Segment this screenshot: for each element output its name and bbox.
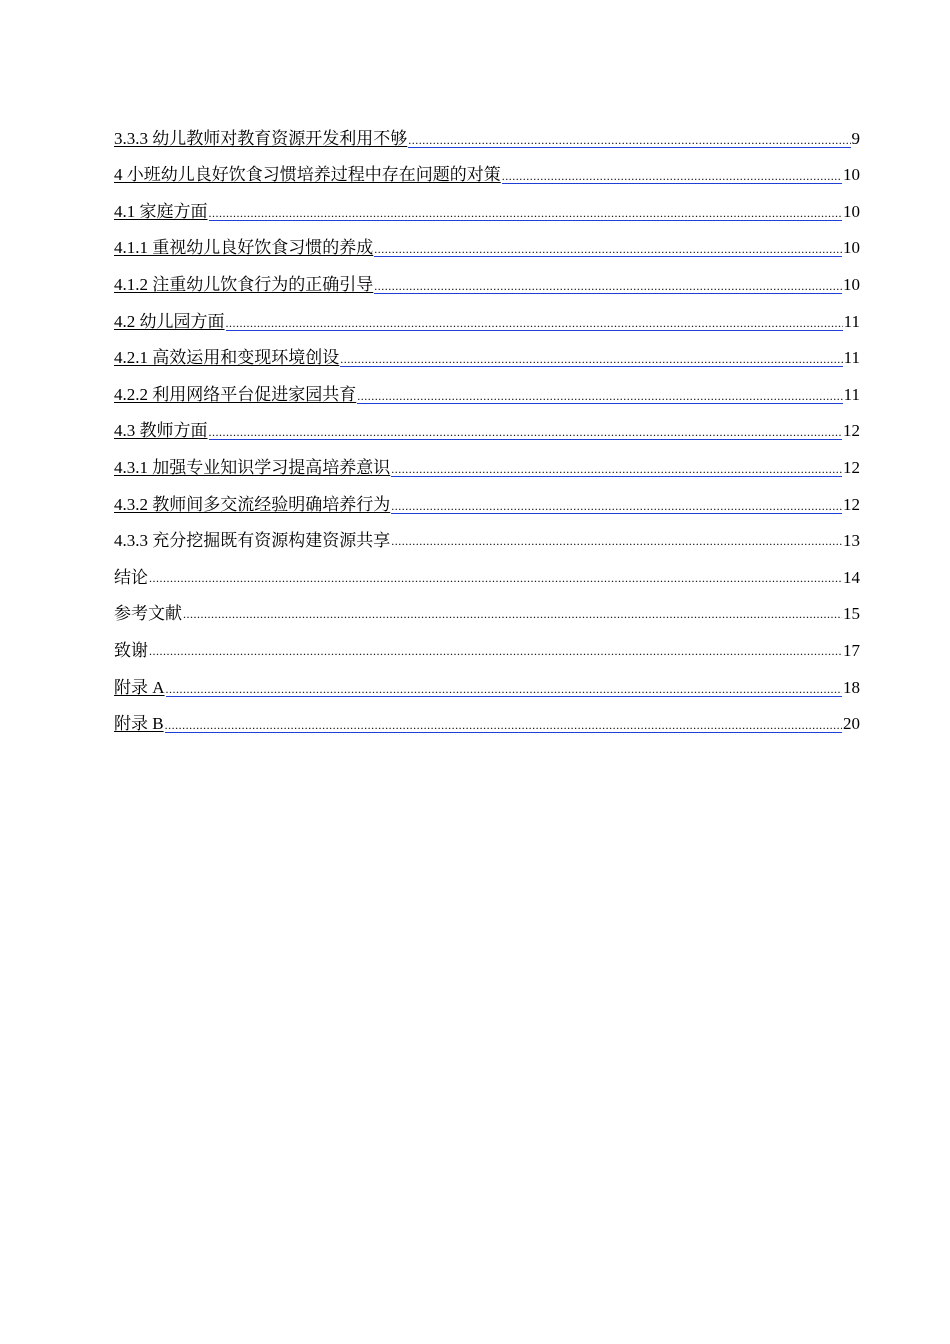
toc-entry-4-1[interactable]	[114, 185, 860, 222]
toc-entry-page-number: 10	[843, 274, 860, 294]
toc-entry-title: 结论	[114, 567, 148, 587]
toc-entry-3-3-3[interactable]	[114, 112, 860, 149]
toc-dot-leader	[391, 462, 842, 477]
toc-entry-title: 4.3.3 充分挖掘既有资源构建资源共享	[114, 531, 391, 551]
table-of-contents	[114, 112, 860, 734]
toc-entry-appendix-b[interactable]	[114, 698, 860, 735]
toc-entry-title: 附录 A	[114, 677, 165, 697]
toc-entry-title: 4.2.1 高效运用和变现环境创设	[114, 348, 340, 368]
toc-entry-page-number: 18	[843, 677, 860, 697]
toc-entry-title: 3.3.3 幼儿教师对教育资源开发利用不够	[114, 128, 408, 148]
toc-entry-title: 4.1 家庭方面	[114, 201, 208, 221]
toc-entry-title: 4 小班幼儿良好饮食习惯培养过程中存在问题的对策	[114, 165, 501, 185]
toc-entry-title: 致谢	[114, 640, 148, 660]
toc-entry-page-number: 12	[843, 457, 860, 477]
toc-entry-page-number: 11	[843, 384, 860, 404]
toc-entry-4-2-1[interactable]	[114, 332, 860, 369]
toc-dot-leader	[357, 389, 842, 404]
toc-entry-page-number: 10	[843, 201, 860, 221]
toc-entry-page-number: 12	[843, 494, 860, 514]
toc-entry-4-3-2[interactable]	[114, 478, 860, 515]
toc-dot-leader	[374, 279, 842, 294]
toc-entry-4-2[interactable]	[114, 295, 860, 332]
toc-entry-page-number: 12	[843, 421, 860, 441]
toc-entry-title: 附录 B	[114, 714, 164, 734]
toc-entry-page-number: 17	[843, 640, 860, 660]
toc-dot-leader	[502, 169, 842, 184]
toc-dot-leader	[149, 571, 842, 585]
toc-dot-leader	[166, 682, 842, 697]
toc-entry-references[interactable]	[114, 588, 860, 625]
toc-dot-leader	[408, 133, 850, 148]
toc-entry-page-number: 9	[851, 128, 860, 148]
toc-entry-page-number: 15	[843, 604, 860, 624]
toc-entry-4-3-1[interactable]	[114, 441, 860, 478]
toc-entry-title: 4.1.1 重视幼儿良好饮食习惯的养成	[114, 238, 374, 258]
toc-entry-page-number: 13	[843, 531, 860, 551]
toc-entry-page-number: 10	[843, 238, 860, 258]
toc-entry-title: 4.1.2 注重幼儿饮食行为的正确引导	[114, 274, 374, 294]
toc-entry-4-1-2[interactable]	[114, 258, 860, 295]
toc-entry-appendix-a[interactable]	[114, 661, 860, 698]
toc-dot-leader	[209, 206, 843, 221]
toc-dot-leader	[149, 644, 842, 658]
toc-entry-page-number: 14	[843, 567, 860, 587]
toc-entry-title: 4.2.2 利用网络平台促进家园共育	[114, 384, 357, 404]
toc-dot-leader	[226, 316, 843, 331]
toc-entry-title: 参考文献	[114, 604, 182, 624]
toc-entry-title: 4.3.2 教师间多交流经验明确培养行为	[114, 494, 391, 514]
toc-entry-page-number: 11	[843, 311, 860, 331]
toc-entry-4-3-3[interactable]	[114, 515, 860, 552]
toc-entry-4[interactable]	[114, 149, 860, 186]
toc-entry-page-number: 20	[843, 714, 860, 734]
toc-dot-leader	[374, 242, 842, 257]
toc-entry-title: 4.3.1 加强专业知识学习提高培养意识	[114, 457, 391, 477]
toc-entry-4-1-1[interactable]	[114, 222, 860, 259]
toc-dot-leader	[391, 499, 842, 514]
toc-entry-title: 4.3 教师方面	[114, 421, 208, 441]
toc-entry-page-number: 11	[843, 348, 860, 368]
toc-entry-conclusion[interactable]	[114, 551, 860, 588]
toc-entry-acknowledgements[interactable]	[114, 624, 860, 661]
toc-dot-leader	[391, 534, 842, 548]
toc-entry-4-3[interactable]	[114, 405, 860, 442]
toc-dot-leader	[183, 607, 842, 621]
toc-dot-leader	[165, 718, 842, 733]
toc-entry-title: 4.2 幼儿园方面	[114, 311, 225, 331]
toc-dot-leader	[209, 425, 843, 440]
toc-entry-4-2-2[interactable]	[114, 368, 860, 405]
toc-entry-page-number: 10	[843, 165, 860, 185]
toc-dot-leader	[340, 352, 842, 367]
